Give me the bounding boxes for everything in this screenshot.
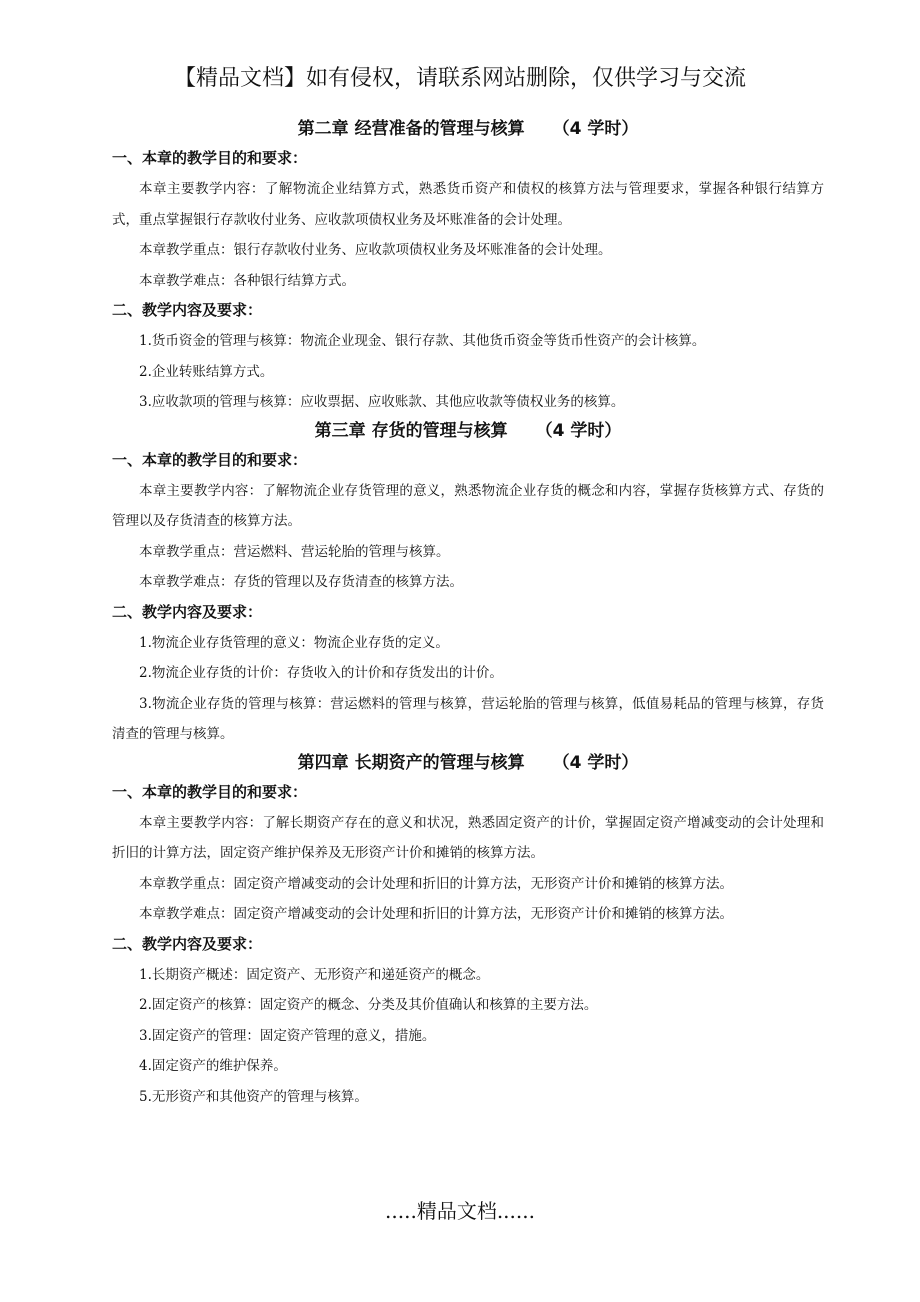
chapter-hours: （4 学时） xyxy=(535,420,622,441)
paragraph: 本章教学难点：固定资产增减变动的会计处理和折旧的计算方法，无形资产计价和摊销的核算方法。 xyxy=(139,906,733,922)
chapter-hours: （4 学时） xyxy=(552,752,639,773)
list-item: 4.固定资产的维护保养。 xyxy=(139,1058,287,1074)
paragraph: 本章主要教学内容：了解物流企业结算方式，熟悉货币资产和债权的核算方法与管理要求，掌握各种银行结算方式，重点掌握银行存款收付业务、应收款项债权业务及坏账准备的会计处理。 xyxy=(112,181,824,228)
chapter-hours: （4 学时） xyxy=(552,119,639,139)
section-heading-content: 二、教学内容及要求： xyxy=(112,934,263,953)
chapter-3 xyxy=(112,418,824,750)
chapter-title xyxy=(112,418,824,444)
paragraph: 本章教学重点：固定资产增减变动的会计处理和折旧的计算方法，无形资产计价和摊销的核算方法。 xyxy=(139,875,733,892)
chapter-title-text: 第三章 存货的管理与核算 xyxy=(314,420,508,441)
chapter-4 xyxy=(112,750,824,1113)
section-heading-content: 二、教学内容及要求： xyxy=(112,301,263,319)
list-item: 2.固定资产的核算：固定资产的概念、分类及其价值确认和核算的主要方法。 xyxy=(139,997,598,1013)
page-footer: .....精品文档...... xyxy=(385,1199,535,1223)
paragraph: 本章教学难点：各种银行结算方式。 xyxy=(139,272,355,289)
chapter-title xyxy=(112,750,824,776)
paragraph: 本章教学重点：银行存款收付业务、应收款项债权业务及坏账准备的会计处理。 xyxy=(139,242,612,258)
chapter-title-text: 第四章 长期资产的管理与核算 xyxy=(297,752,525,773)
section-heading-objectives: 一、本章的教学目的和要求： xyxy=(112,149,308,167)
section-heading-objectives: 一、本章的教学目的和要求： xyxy=(112,450,308,469)
list-item: 3.应收款项的管理与核算：应收票据、应收账款、其他应收款等债权业务的核算。 xyxy=(139,394,625,410)
chapter-title xyxy=(112,116,824,142)
section-heading-objectives: 一、本章的教学目的和要求： xyxy=(112,782,308,801)
chapter-2 xyxy=(112,116,824,418)
list-item: 2.物流企业存货的计价：存货收入的计价和存货发出的计价。 xyxy=(139,665,503,681)
list-item: 3.固定资产的管理：固定资产管理的意义，措施。 xyxy=(139,1027,436,1044)
paragraph: 本章教学重点：营运燃料、营运轮胎的管理与核算。 xyxy=(139,543,450,560)
document-body xyxy=(112,116,824,1112)
list-item: 5.无形资产和其他资产的管理与核算。 xyxy=(139,1088,368,1105)
list-item: 1.货币资金的管理与核算：物流企业现金、银行存款、其他货币资金等货币性资产的会计核算。 xyxy=(139,333,706,349)
list-item: 1.长期资产概述：固定资产、无形资产和递延资产的概念。 xyxy=(139,966,490,983)
list-item: 1.物流企业存货管理的意义：物流企业存货的定义。 xyxy=(139,634,449,651)
paragraph: 本章教学难点：存货的管理以及存货清查的核算方法。 xyxy=(139,574,463,590)
list-item: 3.物流企业存货的管理与核算：营运燃料的管理与核算，营运轮胎的管理与核算，低值易耗品的管理与核算，存货清查的管理与核算。 xyxy=(112,695,824,742)
paragraph: 本章主要教学内容：了解物流企业存货管理的意义，熟悉物流企业存货的概念和内容，掌握存货核算方式、存货的管理以及存货清查的核算方法。 xyxy=(112,482,824,529)
paragraph: 本章主要教学内容：了解长期资产存在的意义和状况，熟悉固定资产的计价，掌握固定资产增减变动的会计处理和折旧的计算方法，固定资产维护保养及无形资产计价和摊销的核算方法。 xyxy=(112,814,824,861)
section-heading-content: 二、教学内容及要求： xyxy=(112,602,263,621)
list-item: 2.企业转账结算方式。 xyxy=(139,363,274,380)
chapter-title-text: 第二章 经营准备的管理与核算 xyxy=(297,119,525,139)
page-header: 【精品文档】如有侵权，请联系网站删除，仅供学习与交流 xyxy=(173,66,746,91)
